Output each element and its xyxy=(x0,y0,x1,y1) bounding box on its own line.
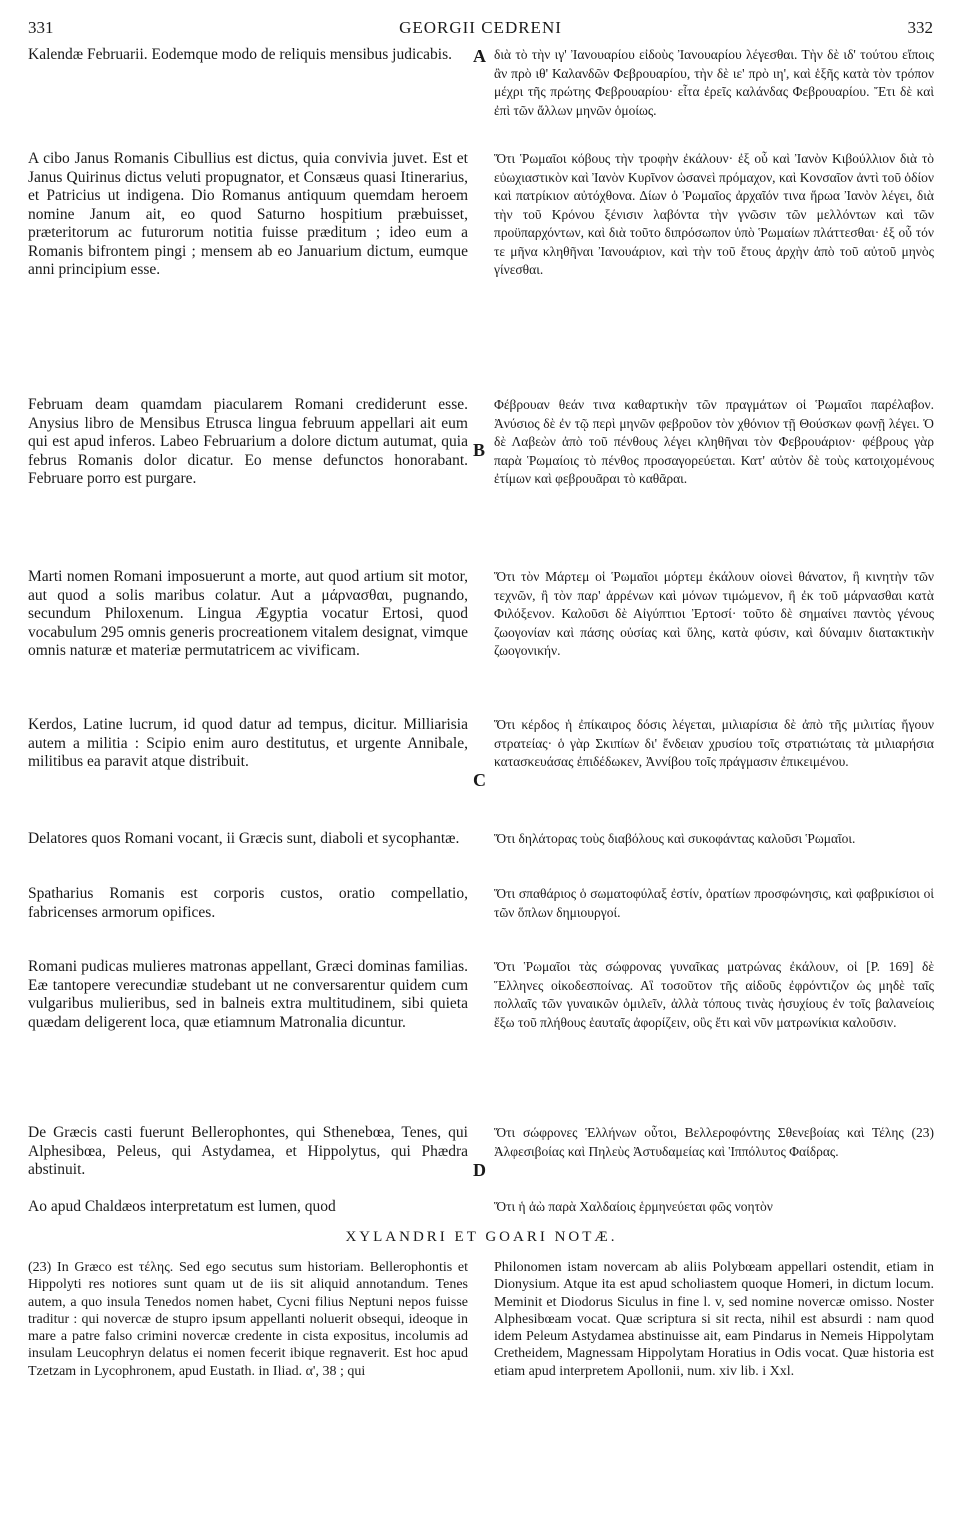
greek-text: Ὅτι σπαθάριος ὁ σωματοφύλαξ ἐστίν, ὀρατίων προσφώνησις, καὶ φαβρικίσιοι οἱ τῶν ὅπλων δημιουργοί. xyxy=(494,886,934,920)
page-header xyxy=(28,12,933,42)
notes-title: XYLANDRI ET GOARI NOTÆ. xyxy=(345,1229,618,1245)
latin-text: Kalendæ Februarii. Eodemque modo de reliquis mensibus judicabis. xyxy=(28,46,453,63)
page-number-left: 331 xyxy=(28,18,54,37)
greek-text: Ὅτι Ῥωμαῖοι τὰς σώφρονας γυναῖκας ματρώνας ἐκάλουν, οἱ [P. 169] δὲ Ἕλληνες οἰκοδεσποίνας. Αἳ τοσοῦτον τῆς αἰδοῦς ἐφρόντιζον ὡς μηδὲ ταῖς πολλαῖς τῶν γυναικῶν ὁμιλεῖν, ἀλλὰ τόπους τινὰς ἡσυχίους ἐν τοῖς βαλανείοις ἔξω τοῦ πλήθους ἑαυταῖς ἀφορίζειν, οὓς ἔτι καὶ νῦν ματρωνίκια καλοῦσιν. xyxy=(494,959,934,1030)
greek-text: Ὅτι Ῥωμαῖοι κόβους τὴν τροφὴν ἐκάλουν· ἐξ οὗ καὶ Ἰανὸν Κιβούλλιον διὰ τὸ εὐωχιαστικὸν καὶ Ἰανὸν Κυρῖνον ὡσανεὶ πρόμαχον, καὶ Κονσαῖον ἀντὶ τοῦ ὁδίον καὶ πατρίκιον αὐτόχθονα. Δίων ὁ Ῥωμαῖος ἀρχαῖόν τινα ἥρωα Ἰανὸν λέγει, διὰ τὴν τοῦ Κρόνου ξένισιν λαβόντα τὴν γνῶσιν τῶν μελλόντων καὶ τῶν προϋπαρχόντων, καὶ διὰ τοῦτο διπρόσωπον ὑπὸ Ῥωμαίων πλάττεσθαι· ἐξ οὗ τόν τε μῆνα κληθῆναι Ἰανουάριον, καὶ τὴν τοῦ ἔτους ἀρχὴν ἀπὸ τοῦ αὐτοῦ μηνὸς γίνεσθαι. xyxy=(494,151,934,277)
margin-marker-b: B xyxy=(473,440,486,460)
latin-text: Marti nomen Romani imposuerunt a morte, aut quod artium sit motor, aut quod a solis maribus colatur. Aut a μάρνασθαι, pugnando, secundum Philoxenum. Lingua Ægyptia vocatur Ertosi, quod vocabulum 295 omnis generis procreationem vitalem designat, vimque omnis naturæ et materiæ permutatricem ac vivificam. xyxy=(28,568,468,659)
margin-marker-c: C xyxy=(473,770,486,790)
notes-left-column: (23) In Græco est τέλης. Sed ego secutus sum historiam. Bellerophontis et Hippolyti res notiores sunt quam ut de iis sit aliquid annotandum. Tenes autem, a quo insula Tenedos nomen habet, Cycni filius Neptuni nepos fuisse traditur : qui novercæ de stupro ipsum appellanti noluerit obsequi, ideoque in mare a patre falso crimini novercæ credente in cista expositus, incolumis ad insulam Leucophryn delatus ei nomen fecerit ibique regnaverit. Est hoc apud Tzetzam in Lycophronem, apud Eustath. in Iliad. α', 38 ; qui xyxy=(28,1260,468,1379)
margin-marker-d: D xyxy=(473,1160,486,1180)
greek-text: Ὅτι δηλάτορας τοὺς διαβόλους καὶ συκοφάντας καλοῦσι Ῥωμαῖοι. xyxy=(494,831,856,846)
latin-text: Delatores quos Romani vocant, ii Græcis sunt, diaboli et sycophantæ. xyxy=(28,830,460,847)
latin-text: Romani pudicas mulieres matronas appellant, Græci dominas familias. Eæ tantopere verecundiæ studebant ut ne conversarentur quidem cum vulgaribus mulieribus, sed in balneis extra multitudinem, sibi quieta quædam deligerent loca, quæ etiamnum Matronalia dicuntur. xyxy=(28,958,468,1031)
latin-text: Kerdos, Latine lucrum, id quod datur ad tempus, dicitur. Milliarisia autem a militia : Scipio enim auro destitutus, et urgente Annibale, militibus ea paravit atque distribuit. xyxy=(28,716,468,770)
margin-marker-a: A xyxy=(473,46,486,66)
greek-text: Ὅτι σώφρονες Ἑλλήνων οὗτοι, Βελλεροφόντης Σθενεβοίας καὶ Τέλης (23) Ἀλφεσιβοίας καὶ Πηλεὺς Ἀστυδαμείας καὶ Ἱππόλυτος Φαίδρας. xyxy=(494,1125,934,1159)
running-title: GEORGII CEDRENI xyxy=(399,18,562,37)
latin-text: Spatharius Romanis est corporis custos, oratio compellatio, fabricenses armorum opifices. xyxy=(28,885,468,921)
latin-text: Ao apud Chaldæos interpretatum est lumen, quod xyxy=(28,1198,336,1215)
greek-text: Ὅτι ἡ ἀὼ παρὰ Χαλδαίοις ἑρμηνεύεται φῶς νοητὸν xyxy=(494,1199,773,1214)
greek-text: Ὅτι κέρδος ἡ ἐπίκαιρος δόσις λέγεται, μιλιαρίσια δὲ ἀπὸ τῆς μιλιτίας ἤγουν στρατείας· ὁ γὰρ Σκιπίων δι' ἔνδειαν χρυσίου τοῖς στρατιώταις τὰ μιλιαρήσια κατασκευάσας ἐπιδέδωκεν, Ἀννίβου τοῖς πράγμασιν ἐπικειμένου. xyxy=(494,717,934,769)
notes-right-column: Philonomen istam novercam ab aliis Polybœam appellari ostendit, etiam in Dionysium. Atque ita est apud scholiastem quoque Homeri, in dictum locum. Meminit et Diodorus Siculus in fine l. v, sed nomine novercæ omisso. Noster Alphesibœam vocat. Quæ scriptura si sit recta, nihil est absurdi : nam quod idem Peleum Astydamea abstinuisse ait, eam Pindarus in Nemeis Hippolytam Cretheidem, Magnessam Hippolytam Horatius in Odis vocat. Quæ historia est etiam apud interpretem Apollonii, num. xiv lib. i Xxl. xyxy=(494,1260,934,1379)
latin-text: De Græcis casti fuerunt Bellerophontes, qui Sthenebœa, Tenes, qui Alphesibœa, Peleus, qui Astydamea, et Hippolytus, qui Phædra abstinuit. xyxy=(28,1124,468,1178)
greek-text: Ὅτι τὸν Μάρτεμ οἱ Ῥωμαῖοι μόρτεμ ἐκάλουν οἱονεὶ θάνατον, ἢ κινητὴν τῶν τεχνῶν, ἢ τὸν παρ' ἀρρένων καὶ μόνων τιμώμενον, ἢ ἐκ τοῦ μάρνασθαι κατὰ Φιλόξενον. Καλοῦσι δὲ Αἰγύπτιοι Ἐρτοσί· τοῦτο δὲ σημαίνει παντὸς γένους ζωογονίαν καὶ πάσης οὐσίας καὶ ὕλης, κατὰ φύσιν, καὶ δύναμιν διατακτικὴν ζωογονικήν. xyxy=(494,569,934,658)
latin-text: Februam deam quamdam piacularem Romani crediderunt esse. Anysius libro de Mensibus Etrusca lingua februum appellari ait eum qui est apud inferos. Labeo Februarium a dolore dictum autumat, quia februs Romanis dolor dicatur. Eo mense defunctos honorabant. Februare porro est purgare. xyxy=(28,396,468,487)
page-number-right: 332 xyxy=(907,18,933,37)
greek-text: Φέβρουαν θεάν τινα καθαρτικὴν τῶν πραγμάτων οἱ Ῥωμαῖοι παρέλαβον. Ἀνύσιος δὲ ἐν τῷ περὶ μηνῶν φεβροῦον τὸν χθόνιον τῇ Θούσκων φωνῇ λέγει. Ὁ δὲ Λαβεὼν ἀπὸ τοῦ πένθους λέγει κληθῆναι τὸν Φεβρουάριον· φέβρους γὰρ παρὰ Ῥωμαίοις τὸ πένθος προσαγορεύεται. Κατ' αὐτὸν δὲ τοὺς κατοιχομένους ἐτίμων καὶ φεβρουᾶραι τὸ καθᾶραι. xyxy=(494,397,934,486)
latin-text: A cibo Janus Romanis Cibullius est dictus, quia convivia juvet. Est et Janus Quirinus dictus veluti propugnator, et Consæus quasi Itinerarius, et Patricius ut indigena. Dio Romanus antiquum quemdam heroem nomine Janum ait, eo quod Saturno hospitium præbuisset, præteritorum ac futurorum notitia fuisse præditum ; ideo eum a Romanis bifrontem pingi ; mensem ab eo Januarium dictum, eumque anni principium esse. xyxy=(28,150,468,278)
greek-text: διὰ τὸ τὴν ιγ' Ἰανουαρίου εἰδοὺς Ἰανουαρίου λέγεσθαι. Τὴν δὲ ιδ' τούτου εἴποις ἂν πρὸ ιθ' Καλανδῶν Φεβρουαρίου, τὴν δὲ ιε' πρὸ ιη', καὶ ἑξῆς κατὰ τὸν τρόπον μέχρι τῆς πρώτης Φεβρουαρίου· εἶτα ἐρεῖς καλάνδας Φεβρουαρίου. Ἔτι δὲ καὶ ἐπὶ τῶν ἄλλων μηνῶν ὁμοίως. xyxy=(494,47,934,118)
